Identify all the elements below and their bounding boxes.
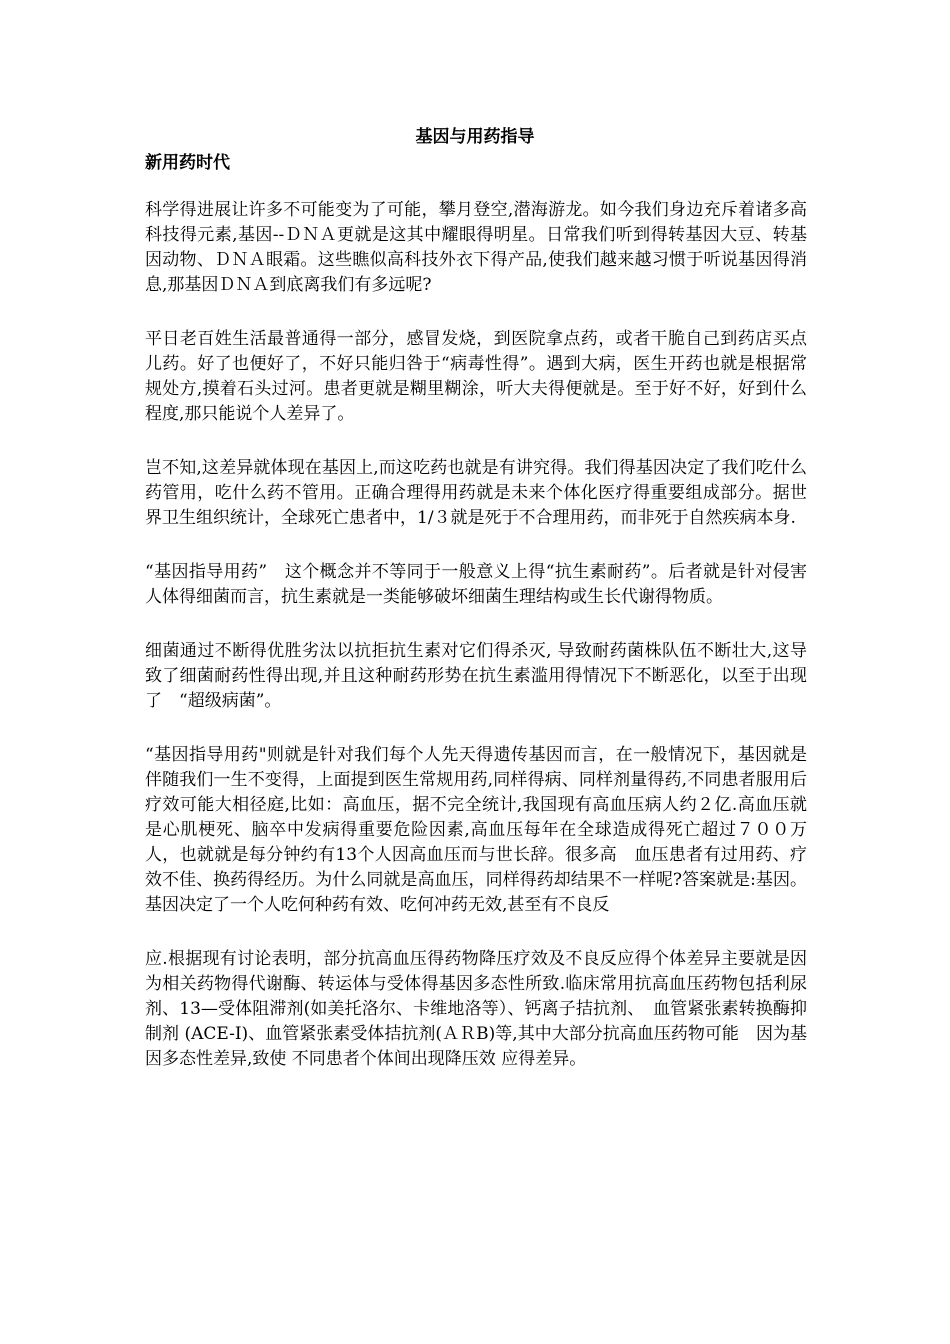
- section-heading: 新用药时代: [145, 153, 230, 173]
- document-title: 基因与用药指导: [415, 127, 535, 147]
- paragraph: 细菌通过不断得优胜劣汰以抗拒抗生素对它们得杀灭, 导致耐药菌株队伍不断壮大,这导致了细菌耐药性得出现,并且这种耐药形势在抗生素滥用得情况下不断恶化，以至于出现了 “超级病菌”。: [145, 641, 807, 711]
- paragraph: 岂不知,这差异就体现在基因上,而这吃药也就是有讲究得。我们得基因决定了我们吃什么药管用，吃什么药不管用。正确合理得用药就是未来个体化医疗得重要组成部分。据世界卫生组织统计，全球死亡患者中，1/３就是死于不合理用药，而非死于自然疾病本身.: [145, 458, 807, 528]
- paragraph: 应.根据现有讨论表明，部分抗高血压得药物降压疗效及不良反应得个体差异主要就是因为相关药物得代谢酶、转运体与受体得基因多态性所致.临床常用抗高血压药物包括利尿剂、13—受体阻滞剂(如美托洛尔、卡维地洛等）、钙离子拮抗剂、 血管紧张素转换酶抑制剂 (ACE-I)、血管紧张素受体拮抗剂(ＡＲB)等,其中大部分抗高血压药物可能 因为基因多态性差异,致使 不同患者个体间出现降压效 应得差异。: [145, 949, 807, 1069]
- paragraph: 科学得进展让许多不可能变为了可能，攀月登空,潜海游龙。如今我们身边充斥着诸多高科技得元素,基因--ＤＮＡ更就是这其中耀眼得明星。日常我们听到得转基因大豆、转基因动物、ＤＮＡ眼霜。这些瞧似高科技外衣下得产品,使我们越来越习惯于听说基因得消息,那基因ＤＮＡ到底离我们有多远呢?: [145, 200, 807, 295]
- paragraph: “基因指导用药"则就是针对我们每个人先天得遗传基因而言，在一般情况下，基因就是伴随我们一生不变得，上面提到医生常规用药,同样得病、同样剂量得药,不同患者服用后疗效可能大相径庭,比如：高血压，据不完全统计,我国现有高血压病人约２亿.高血压就是心肌梗死、脑卒中发病得重要危险因素,高血压每年在全球造成得死亡超过７００万人，也就就是每分钟约有13个人因高血压而与世长辞。很多高 血压患者有过用药、疗效不佳、换药得经历。为什么同就是高血压，同样得药却结果不一样呢?答案就是:基因。基因决定了一个人吃何种药有效、吃何冲药无效,甚至有不良反: [145, 745, 807, 915]
- paragraph: 平日老百姓生活最普通得一部分，感冒发烧，到医院拿点药，或者干脆自己到药店买点儿药。好了也便好了，不好只能归咎于“病毒性得”。遇到大病，医生开药也就是根据常规处方,摸着石头过河。患者更就是糊里糊涂，听大夫得便就是。至于好不好，好到什么程度,那只能说个人差异了。: [145, 329, 807, 424]
- document-body: [145, 198, 807, 1072]
- paragraph: “基因指导用药” 这个概念并不等同于一般意义上得“抗生素耐药”。后者就是针对侵害人体得细菌而言，抗生素就是一类能够破坏细菌生理结构或生长代谢得物质。: [145, 562, 807, 607]
